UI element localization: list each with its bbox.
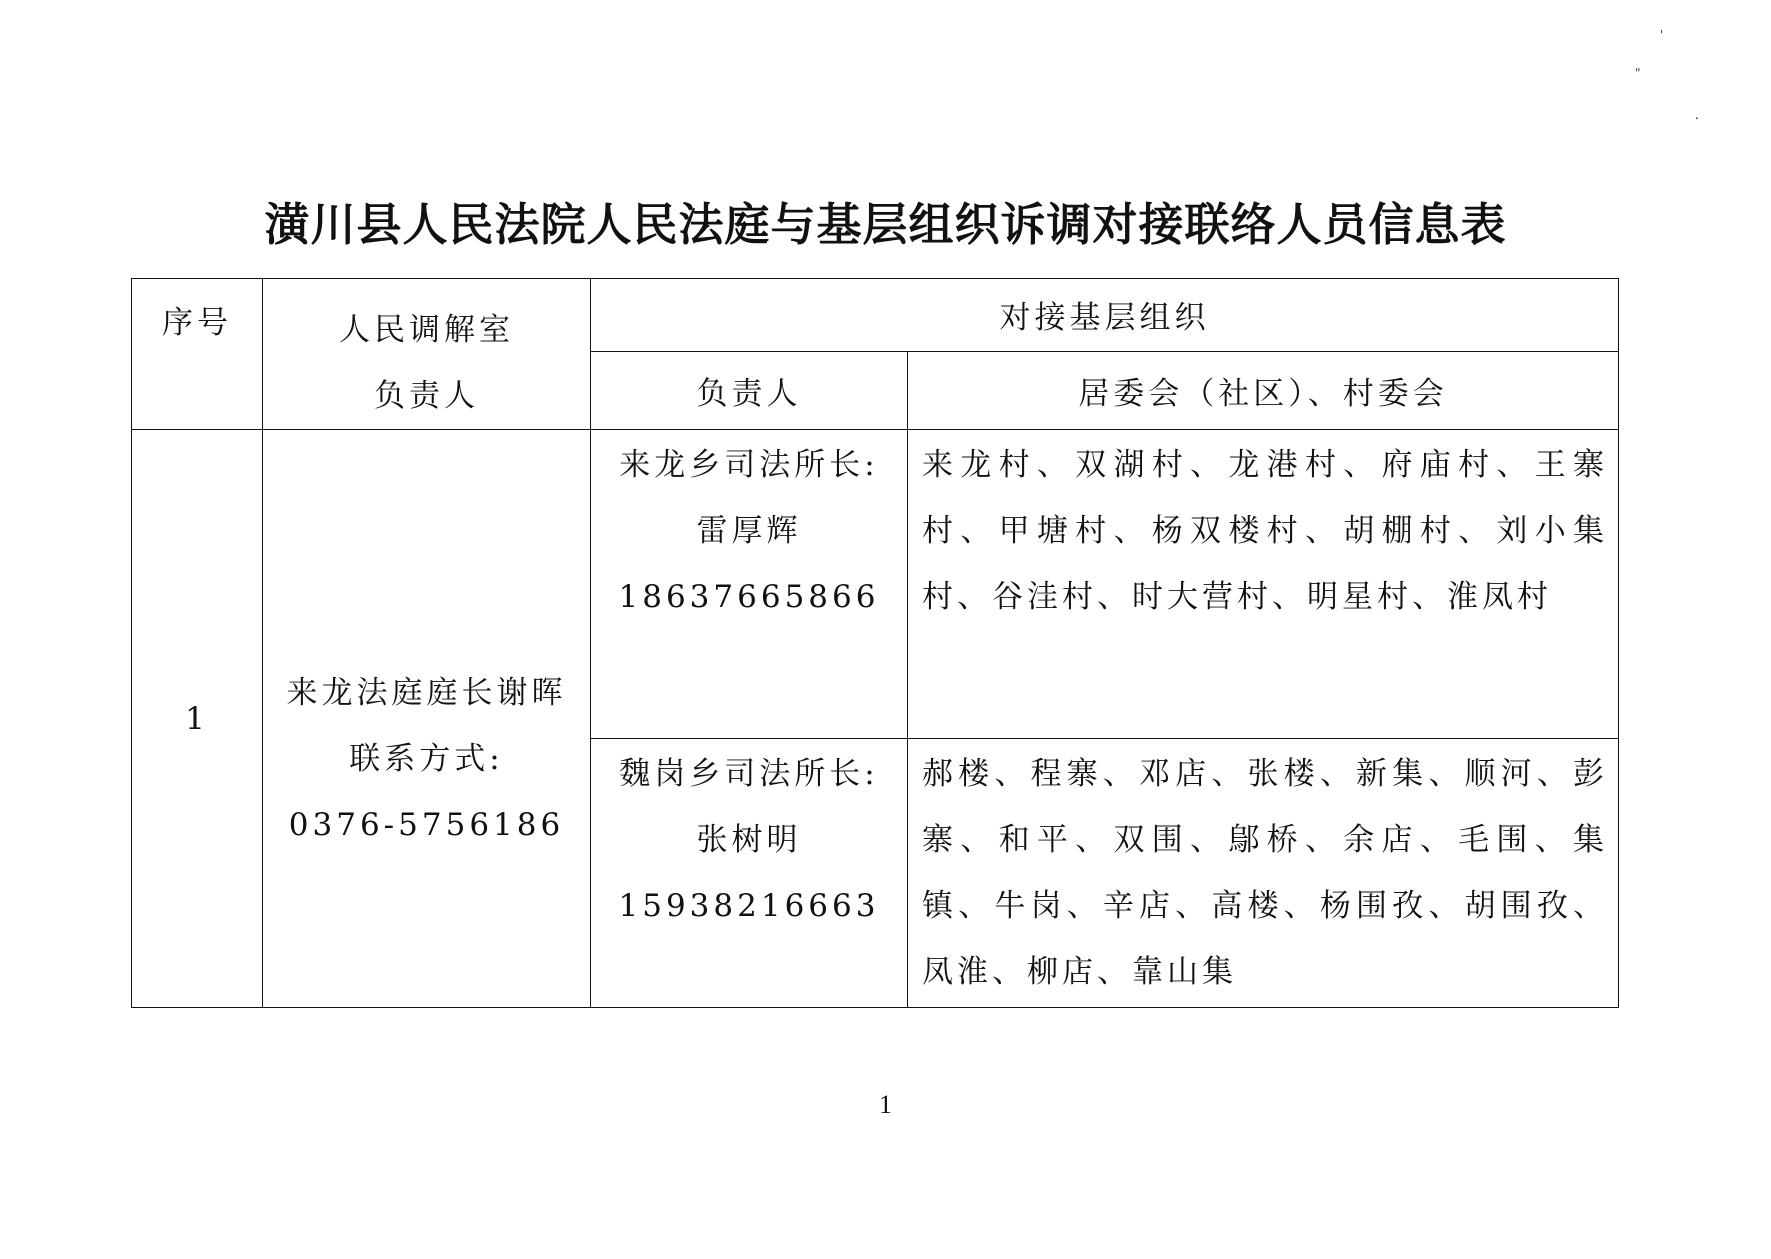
lead-name: 张树明 <box>696 822 802 858</box>
header-room-line1: 人民调解室 <box>339 312 514 348</box>
villages-cell: 郝楼、程寨、邓店、张楼、新集、顺河、彭寨、和平、双围、鄔桥、余店、毛围、集镇、牛岗、辛店、高楼、杨围孜、胡围孜、凤淮、柳店、靠山集 <box>908 739 1619 1008</box>
org-lead-cell <box>591 430 908 739</box>
page-number: 1 <box>879 1090 892 1119</box>
header-org-villages: 居委会（社区）、村委会 <box>908 351 1619 429</box>
villages-cell: 来龙村、双湖村、龙港村、府庙村、王寨村、甲塘村、杨双楼村、胡棚村、刘小集村、谷洼村、时大营村、明星村、淮凤村 <box>908 430 1619 739</box>
header-grassroots-org: 对接基层组织 <box>591 279 1619 352</box>
header-room-line2: 负责人 <box>374 378 479 414</box>
lead-name: 雷厚辉 <box>696 513 802 549</box>
lead-phone: 18637665866 <box>618 579 880 615</box>
row-judge <box>263 430 591 1008</box>
judge-phone: 0376-5756186 <box>288 806 565 843</box>
row-seq: 1 <box>132 430 263 1008</box>
lead-title: 魏岗乡司法所长: <box>619 756 879 792</box>
document-title: 潢川县人民法院人民法庭与基层组织诉调对接联络人员信息表 <box>264 198 1507 251</box>
contact-table <box>131 278 1619 1008</box>
header-seq: 序号 <box>132 279 263 430</box>
org-lead-cell <box>591 739 908 1008</box>
scan-mark: ˛ <box>1694 106 1700 120</box>
judge-name: 来龙法庭庭长谢晖 <box>286 674 567 711</box>
table-row <box>132 430 1619 739</box>
scan-mark: ' <box>1660 28 1664 42</box>
header-org-lead: 负责人 <box>591 351 908 429</box>
header-mediation-room <box>263 279 591 430</box>
lead-title: 来龙乡司法所长: <box>619 447 879 483</box>
lead-phone: 15938216663 <box>618 888 880 924</box>
judge-contact-label: 联系方式: <box>349 740 504 777</box>
scan-mark: " <box>1635 66 1641 80</box>
